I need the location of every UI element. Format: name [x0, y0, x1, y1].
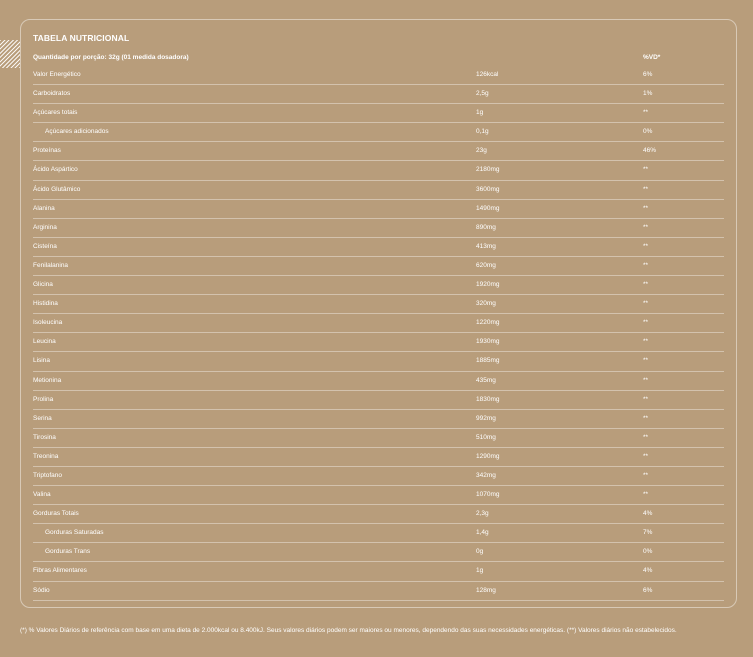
- nutrient-name: Isoleucina: [33, 319, 63, 327]
- nutrient-quantity: 1220mg: [476, 319, 500, 327]
- nutrient-vd: **: [643, 166, 649, 174]
- nutrient-quantity: 1,4g: [476, 529, 489, 537]
- table-row: [33, 352, 724, 371]
- table-row: [33, 238, 724, 257]
- nutrient-name: Gorduras Totais: [33, 510, 79, 518]
- table-row: [33, 372, 724, 391]
- nutrient-name: Açúcares adicionados: [45, 128, 109, 136]
- nutrient-name: Fibras Alimentares: [33, 567, 87, 575]
- table-row: [33, 200, 724, 219]
- nutrient-vd: 6%: [643, 71, 653, 78]
- nutrient-quantity: 620mg: [476, 261, 496, 269]
- nutrient-name: Glicina: [33, 281, 53, 289]
- nutrient-quantity: 1885mg: [476, 357, 500, 365]
- nutrient-quantity: 1290mg: [476, 452, 500, 460]
- nutrient-vd: 0%: [643, 548, 653, 556]
- nutrient-quantity: 413mg: [476, 242, 496, 250]
- table-row: [33, 486, 724, 505]
- table-row: [33, 314, 724, 333]
- table-row: [33, 429, 724, 448]
- nutrient-name: Valor Energético: [33, 71, 81, 78]
- vd-header: %VD*: [643, 54, 661, 61]
- table-row: [33, 219, 724, 238]
- nutrient-vd: 4%: [643, 567, 653, 575]
- nutrient-vd: **: [643, 204, 649, 212]
- table-row: [33, 123, 724, 142]
- nutrient-quantity: 3600mg: [476, 185, 500, 193]
- nutrient-vd: 0%: [643, 128, 653, 136]
- nutrient-name: Treonina: [33, 452, 59, 460]
- nutrient-vd: **: [643, 491, 649, 499]
- nutrient-name: Gorduras Saturadas: [45, 529, 104, 537]
- table-row: [33, 276, 724, 295]
- nutrient-name: Lisina: [33, 357, 50, 365]
- nutrient-quantity: 1070mg: [476, 491, 500, 499]
- nutrient-quantity: 992mg: [476, 414, 496, 422]
- nutrient-quantity: 2,5g: [476, 90, 489, 98]
- nutrient-quantity: 2,3g: [476, 510, 489, 518]
- edge-pattern: [0, 40, 20, 68]
- nutrient-name: Açúcares totais: [33, 109, 78, 117]
- nutrient-vd: **: [643, 414, 649, 422]
- table-row: [33, 562, 724, 581]
- nutrient-vd: 7%: [643, 529, 653, 537]
- nutrient-name: Gorduras Trans: [45, 548, 91, 556]
- footnote: (*) % Valores Diários de referência com base em uma dieta de 2.000kcal ou 8.400kJ. Seus valores diários podem ser maiores ou menores, dependendo das suas necessidades energéticas. (**) Valores diários não estabelecidos.: [20, 627, 677, 634]
- table-row: [33, 410, 724, 429]
- nutrient-vd: **: [643, 452, 649, 460]
- portion-label: Quantidade por porção: 32g (01 medida dosadora): [33, 54, 189, 61]
- nutrient-vd: **: [643, 319, 649, 327]
- nutrient-name: Fenilalanina: [33, 261, 69, 269]
- nutrient-quantity: 1920mg: [476, 281, 500, 289]
- nutrient-name: Ácido Glutâmico: [33, 185, 81, 193]
- table-row: [33, 181, 724, 200]
- nutrient-quantity: 320mg: [476, 300, 496, 308]
- nutrient-vd: **: [643, 395, 649, 403]
- table-row: [33, 161, 724, 180]
- nutrient-name: Triptofano: [33, 471, 63, 479]
- table-title: TABELA NUTRICIONAL: [33, 33, 130, 43]
- nutrient-quantity: 128mg: [476, 586, 496, 594]
- nutrient-vd: 46%: [643, 147, 657, 155]
- nutrient-vd: **: [643, 300, 649, 308]
- nutrient-vd: 4%: [643, 510, 653, 518]
- nutrient-quantity: 23g: [476, 147, 487, 155]
- table-row: [33, 448, 724, 467]
- nutrient-vd: **: [643, 261, 649, 269]
- table-row: [33, 582, 724, 601]
- table-row: [33, 104, 724, 123]
- nutrient-quantity: 1g: [476, 567, 484, 575]
- table-row: [33, 391, 724, 410]
- nutrient-quantity: 1830mg: [476, 395, 500, 403]
- table-row: [33, 295, 724, 314]
- table-row: [33, 333, 724, 352]
- table-row: [33, 505, 724, 524]
- nutrient-vd: **: [643, 223, 649, 231]
- nutrient-quantity: 1490mg: [476, 204, 500, 212]
- nutrient-quantity: 1930mg: [476, 338, 500, 346]
- nutrient-name: Proteínas: [33, 147, 61, 155]
- nutrient-name: Carboidratos: [33, 90, 71, 98]
- nutrient-quantity: 1g: [476, 109, 484, 117]
- nutrient-vd: **: [643, 376, 649, 384]
- nutrient-quantity: 435mg: [476, 376, 496, 384]
- nutrient-vd: **: [643, 357, 649, 365]
- table-row: [33, 66, 724, 85]
- nutrient-vd: **: [643, 185, 649, 193]
- table-row: [33, 142, 724, 161]
- nutrient-name: Cisteína: [33, 242, 57, 250]
- nutrient-name: Leucina: [33, 338, 56, 346]
- nutrient-name: Tirosina: [33, 433, 56, 441]
- nutrient-quantity: 126kcal: [476, 71, 499, 78]
- nutrient-vd: **: [643, 281, 649, 289]
- nutrient-quantity: 510mg: [476, 433, 496, 441]
- nutrient-name: Metionina: [33, 376, 62, 384]
- nutrient-quantity: 342mg: [476, 471, 496, 479]
- table-row: [33, 524, 724, 543]
- nutrient-vd: 6%: [643, 586, 653, 594]
- nutrient-vd: **: [643, 338, 649, 346]
- nutrient-vd: **: [643, 433, 649, 441]
- table-header: [33, 54, 724, 66]
- nutrient-quantity: 0g: [476, 548, 484, 556]
- nutrient-name: Alanina: [33, 204, 55, 212]
- nutrient-rows: [33, 66, 724, 601]
- nutrient-vd: 1%: [643, 90, 653, 98]
- nutrient-name: Valina: [33, 491, 51, 499]
- nutrient-vd: **: [643, 109, 649, 117]
- table-row: [33, 467, 724, 486]
- nutrient-quantity: 2180mg: [476, 166, 500, 174]
- nutrient-name: Sódio: [33, 586, 50, 594]
- table-row: [33, 257, 724, 276]
- nutrient-quantity: 890mg: [476, 223, 496, 231]
- nutrient-name: Serina: [33, 414, 52, 422]
- table-row: [33, 543, 724, 562]
- nutrient-name: Prolina: [33, 395, 54, 403]
- nutrient-vd: **: [643, 242, 649, 250]
- nutrient-quantity: 0,1g: [476, 128, 489, 136]
- table-row: [33, 85, 724, 104]
- nutrient-name: Histidina: [33, 300, 58, 308]
- nutrient-vd: **: [643, 471, 649, 479]
- nutrition-table-panel: [20, 19, 737, 608]
- nutrient-name: Ácido Aspártico: [33, 166, 78, 174]
- nutrient-name: Arginina: [33, 223, 57, 231]
